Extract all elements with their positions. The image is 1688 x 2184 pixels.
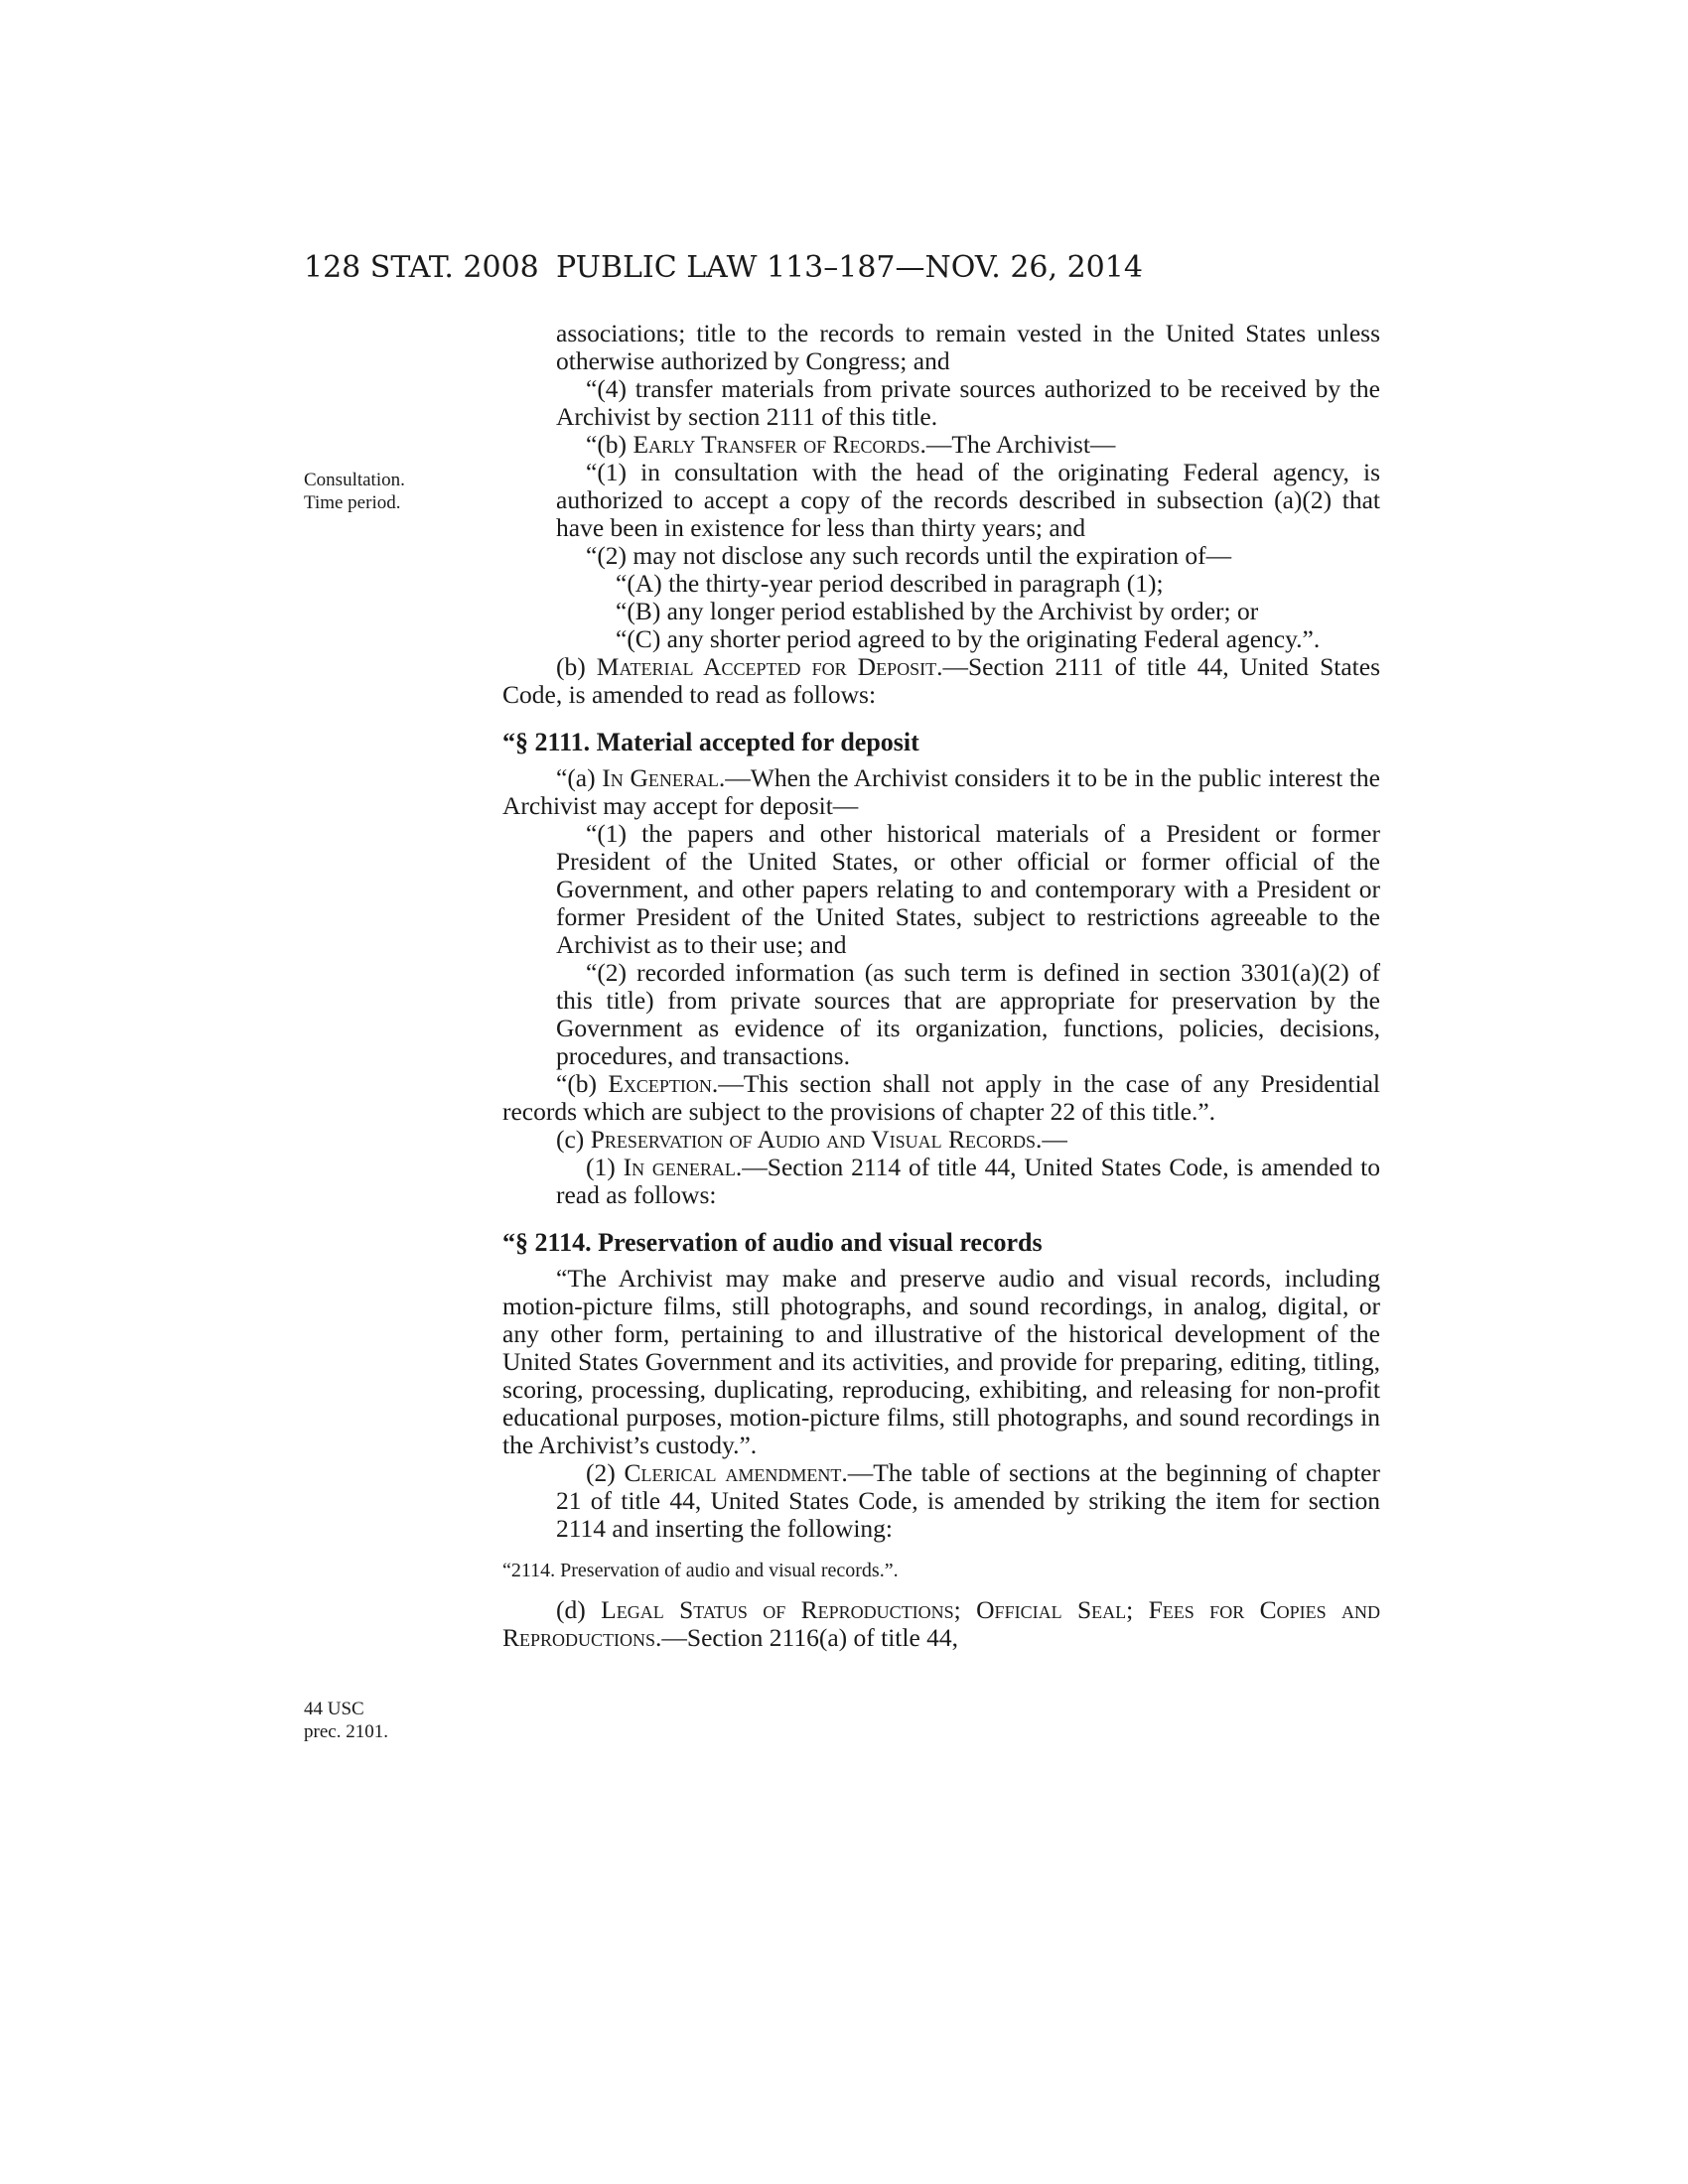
margin-note-line: 44 USC xyxy=(304,1699,364,1719)
paragraph: “(1) in consultation with the head of the originating Federal agency, is authorized to accept a copy of the records described in subsection (a)(2) that have been in existence for less than thirty years; and xyxy=(556,458,1380,542)
table-of-sections-entry: “2114. Preservation of audio and visual records.”. xyxy=(502,1560,899,1581)
paragraph: (b) Material Accepted for Deposit.—Section 2111 of title 44, United States Code, is amended to read as follows: xyxy=(502,652,1380,709)
paragraph: “(b) Early Transfer of Records.—The Archivist— xyxy=(586,430,1116,459)
paragraph: (1) In general.—Section 2114 of title 44, United States Code, is amended to read as follows: xyxy=(556,1153,1380,1209)
section-heading: “§ 2111. Material accepted for deposit xyxy=(502,728,919,756)
page-header xyxy=(0,250,1688,290)
paragraph: “(C) any shorter period agreed to by the originating Federal agency.”. xyxy=(616,624,1321,653)
paragraph: “(a) In General.—When the Archivist considers it to be in the public interest the Archivist may accept for deposit— xyxy=(502,763,1380,820)
running-title: PUBLIC LAW 113–187—NOV. 26, 2014 xyxy=(556,250,1143,285)
margin-note-line: Consultation. xyxy=(304,470,405,490)
paragraph: (d) Legal Status of Reproductions; Official Seal; Fees for Copies and Reproductions.—Section 2116(a) of title 44, xyxy=(502,1595,1381,1652)
statute-page-number: 128 STAT. 2008 xyxy=(304,250,539,285)
paragraph: “(2) may not disclose any such records until the expiration of— xyxy=(586,541,1232,570)
paragraph: “(b) Exception.—This section shall not apply in the case of any Presidential records which are subject to the provisions of chapter 22 of this title.”. xyxy=(502,1069,1380,1126)
paragraph: “(1) the papers and other historical materials of a President or former President of the United States, or other official or former official of the Government, and other papers relating to and contemporary with a President or former President of the United States, subject to restrictions agreeable to the Archivist as to their use; and xyxy=(556,819,1380,959)
document-body xyxy=(502,320,1380,1652)
margin-note-usc xyxy=(304,1698,388,1743)
paragraph: “The Archivist may make and preserve audio and visual records, including motion-picture films, still photographs, and sound recordings, in analog, digital, or any other form, pertaining to and illustrative of the historical development of the United States Government and its activities, and provide for preparing, editing, titling, scoring, processing, duplicating, reproducing, exhibiting, and releasing for non-profit educational purposes, motion-picture films, still photographs, and sound recordings in the Archivist’s custody.”. xyxy=(502,1264,1380,1459)
paragraph: “(A) the thirty-year period described in paragraph (1); xyxy=(616,569,1164,598)
paragraph: “(B) any longer period established by the Archivist by order; or xyxy=(616,597,1259,625)
margin-note-line: Time period. xyxy=(304,492,401,513)
paragraph: (2) Clerical amendment.—The table of sections at the beginning of chapter 21 of title 44, United States Code, is amended by striking the item for section 2114 and inserting the following: xyxy=(556,1458,1380,1543)
paragraph: “(4) transfer materials from private sources authorized to be received by the Archivist by section 2111 of this title. xyxy=(556,374,1380,431)
section-heading: “§ 2114. Preservation of audio and visual records xyxy=(502,1228,1043,1257)
margin-note-consultation xyxy=(304,469,405,514)
paragraph: associations; title to the records to remain vested in the United States unless otherwise authorized by Congress; and xyxy=(556,319,1380,375)
paragraph: “(2) recorded information (as such term is defined in section 3301(a)(2) of this title) from private sources that are appropriate for preservation by the Government as evidence of its organization, functions, policies, decisions, procedures, and transactions. xyxy=(556,958,1380,1070)
margin-note-line: prec. 2101. xyxy=(304,1721,388,1742)
paragraph: (c) Preservation of Audio and Visual Records.— xyxy=(556,1125,1067,1154)
